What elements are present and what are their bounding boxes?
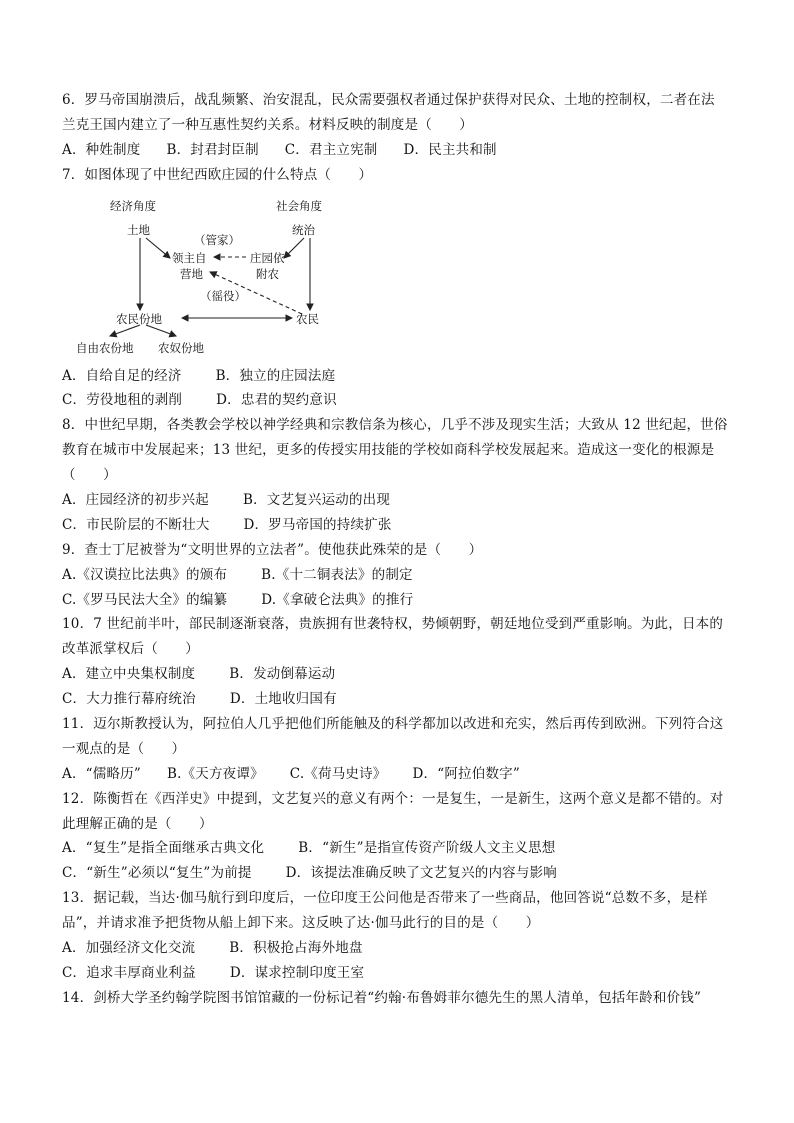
options-row [62,138,738,163]
option-b: B．独立的庄园法庭 [215,367,336,384]
question-12 [62,787,738,887]
option-d: D．该提法准确反映了文艺复兴的内容与影响 [285,865,557,882]
question-stem: 10．7 世纪前半叶，部民制逐渐衰落，贵族拥有世袭特权，势倾朝野，朝廷地位受到严重影响。为此，日本的 [62,616,724,633]
options-row [62,488,738,513]
options-row [62,836,738,861]
options-row [62,861,738,886]
option-a: A.《汉谟拉比法典》的颁布 [62,566,228,583]
option-a: A．“儒略历” [62,765,141,782]
question-stem: 13．据记载，当达·伽马航行到印度后，一位印度王公问他是否带来了一些商品，他回答说“总数不多，是样 [62,890,708,907]
question-13 [62,886,738,986]
question-stem: （ ） [62,467,117,484]
option-d: D．谋求控制印度王室 [229,964,365,981]
peasant-label: 农民 [296,311,319,326]
exam-page [62,88,738,1011]
options-row [62,513,738,538]
question-stem: 改革派掌权后（ ） [62,641,199,658]
option-c: C．市民阶层的不断壮大 [62,516,210,533]
option-c: C．大力推行幕府统治 [62,691,196,708]
options-row [62,563,738,588]
question-stem: 8．中世纪早期，各类教会学校以神学经典和宗教信条为核心，几乎不涉及现实生活；大致从 12 世纪起，世俗 [62,417,728,434]
question-8 [62,413,738,537]
free-holding-label: 自由农份地 [76,340,134,355]
option-b: B．“新生”是指宣传资产阶级人文主义思想 [298,840,556,857]
question-stem: 教育在城市中发展起来；13 世纪，更多的传授实用技能的学校如商科学校发展起来。造成这一变化的根源是 [62,442,715,459]
question-stem: 兰克王国内建立了一种互惠性契约关系。材料反映的制度是（ ） [62,116,473,133]
serf-label-1: 庄园依 [250,250,285,265]
option-d: D．土地收归国有 [229,691,337,708]
option-c: C．追求丰厚商业利益 [62,964,196,981]
options-row [62,388,738,413]
question-9 [62,538,738,613]
option-c: C．“新生”必须以“复生”为前提 [62,865,252,882]
peasant-holding-label: 农民份地 [116,311,162,326]
question-stem: 6．罗马帝国崩溃后，战乱频繁、治安混乱，民众需要强权者通过保护获得对民众、土地的控制权，二者在法 [62,92,715,108]
option-a: A．种姓制度 [62,141,141,158]
option-b: B．文艺复兴运动的出现 [242,492,391,509]
option-d: D．“阿拉伯数字” [412,765,520,782]
question-stem: 12．陈衡哲在《西洋史》中提到，文艺复兴的意义有两个：一是复生，一是新生，这两个意义是都不错的。对 [62,790,724,807]
option-a: A．建立中央集权制度 [62,666,196,683]
option-a: A．“复生”是指全面继承古典文化 [62,840,265,857]
steward-label: （管家） [194,232,240,247]
options-row [62,588,738,613]
land-label: 土地 [127,222,150,237]
option-a: A．自给自足的经济 [62,367,182,384]
option-b: B.《十二铜表法》的制定 [261,566,413,583]
question-6 [62,88,738,163]
arrow-rule-to-serf [284,238,304,258]
question-stem: 一观点的是（ ） [62,740,186,757]
rule-label: 统治 [292,222,315,237]
options-row [62,662,738,687]
options-row [62,936,738,961]
corvee-label: （徭役） [200,288,246,303]
lord-demesne-label-2: 营地 [180,266,203,281]
question-stem: 7．如图体现了中世纪西欧庄园的什么特点（ ） [62,166,373,183]
option-b: B．发动倒幕运动 [229,666,336,683]
arrow-land-to-demesne [146,238,170,258]
option-a: A．庄园经济的初步兴起 [62,492,209,509]
option-b: B.《天方夜谭》 [166,765,264,782]
question-11 [62,712,738,787]
options-row [62,364,738,389]
serf-holding-label: 农奴份地 [158,340,204,355]
option-b: B．封君封臣制 [166,141,259,158]
option-c: C.《罗马民法大全》的编纂 [62,591,228,608]
social-angle-label: 社会角度 [276,198,322,213]
option-c: C．劳役地租的剥削 [62,392,183,409]
question-stem: 9．查士丁尼被誉为“文明世界的立法者”。使他获此殊荣的是（ ） [62,541,483,558]
question-7 [62,163,738,414]
options-row [62,961,738,986]
option-d: D．民主共和制 [403,141,497,158]
question-stem: 14．剑桥大学圣约翰学院图书馆馆藏的一份标记着“约翰·布鲁姆菲尔德先生的黑人清单，包括年龄和价钱” [62,989,702,1006]
option-d: D.《拿破仑法典》的推行 [261,591,414,608]
question-stem: 此理解正确的是（ ） [62,815,213,832]
option-c: C．君主立宪制 [284,141,378,158]
serf-label-2: 附农 [256,266,279,281]
manor-diagram-arrows [70,194,370,362]
options-row [62,687,738,712]
lord-demesne-label-1: 领主自 [172,250,207,265]
option-c: C.《荷马史诗》 [289,765,387,782]
question-14 [62,986,738,1011]
question-stem: 11．迈尔斯教授认为，阿拉伯人几乎把他们所能触及的科学都加以改进和充实，然后再传到欧洲。下列符合这 [62,716,724,733]
option-d: D．忠君的契约意识 [216,392,337,409]
question-stem: 品”，并请求准予把货物从船上卸下来。这反映了达·伽马此行的目的是（ ） [62,915,540,932]
option-a: A．加强经济文化交流 [62,940,196,957]
options-row [62,762,738,787]
option-b: B．积极抢占海外地盘 [229,940,363,957]
manor-diagram [70,194,370,362]
economic-angle-label: 经济角度 [110,198,156,213]
option-d: D．罗马帝国的持续扩张 [243,516,392,533]
question-10 [62,612,738,712]
